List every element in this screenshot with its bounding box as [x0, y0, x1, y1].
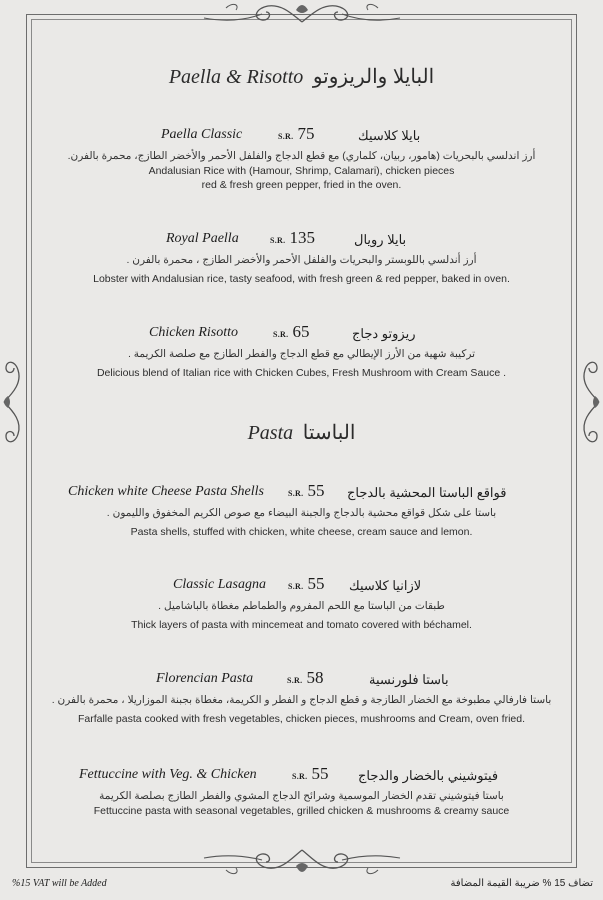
item-name-ar: قواقع الباستا المحشية بالدجاج	[347, 485, 507, 500]
item-name-en: Paella Classic	[161, 127, 243, 142]
currency-label: S.R.	[273, 330, 289, 339]
top-ornament-icon	[196, 0, 408, 26]
item-price	[287, 668, 323, 688]
item-price	[278, 124, 314, 144]
item-desc-ar: باستا فيتوشيني تقدم الخضار الموسمية وشرائح الدجاج المشوي والفطر الطازج بصلصة الكريمة	[99, 790, 504, 802]
item-price	[270, 228, 315, 248]
price-value: 135	[289, 228, 315, 247]
item-desc-en-2: red & fresh green pepper, fried in the oven.	[201, 179, 402, 191]
section-title-ar: البايلا والريزوتو	[312, 66, 435, 88]
item-desc-en: Fettuccine pasta with seasonal vegetables, grilled chicken & mushrooms & creamy sauce	[93, 805, 510, 817]
section-title-ar: الباستا	[302, 422, 356, 444]
bottom-ornament-icon	[196, 846, 408, 880]
item-desc-ar: باستا على شكل قواقع محشية بالدجاج والجبنة البيضاء مع صوص الكريم المخفوق والليمون .	[106, 507, 497, 519]
currency-label: S.R.	[278, 132, 294, 141]
item-desc-en: Thick layers of pasta with mincemeat and tomato covered with béchamel.	[131, 619, 472, 631]
section-title-en: Pasta	[247, 422, 294, 444]
price-value: 75	[297, 124, 315, 143]
item-name-en: Chicken white Cheese Pasta Shells	[68, 484, 264, 499]
item-desc-en: Pasta shells, stuffed with chicken, white cheese, cream sauce and lemon.	[130, 526, 473, 538]
item-name-ar: لازانيا كلاسيك	[349, 578, 422, 593]
price-value: 55	[307, 481, 325, 500]
item-desc-ar: أرز اندلسي بالبحريات (هامور، ربيان، كلماري) مع قطع الدجاج والفلفل الأحمر والأخضر الطازج، محمرة بالفرن.	[67, 150, 536, 162]
menu-item	[0, 228, 603, 286]
item-name-en: Chicken Risotto	[149, 325, 239, 340]
item-desc-en: Andalusian Rice with (Hamour, Shrimp, Calamari), chicken pieces	[148, 165, 455, 177]
item-name-ar: فيتوشيني بالخضار والدجاج	[358, 768, 499, 783]
section-title-pasta	[0, 420, 603, 445]
item-price	[288, 481, 324, 501]
section-title-paella	[0, 64, 603, 89]
item-name-ar: باستا فلورنسية	[369, 672, 449, 687]
item-desc-en: Farfalle pasta cooked with fresh vegetables, chicken pieces, mushrooms and Cream, oven fried.	[77, 713, 526, 725]
item-name-en: Florencian Pasta	[156, 671, 254, 686]
item-desc-ar: باستا فارفالي مطبوخة مع الخضار الطازجة و قطع الدجاج و الفطر و الكريمة، مغطاة بجبنة الموزاريلا ، محمرة بالفرن .	[51, 694, 552, 706]
menu-item	[0, 481, 603, 539]
currency-label: S.R.	[288, 582, 304, 591]
currency-label: S.R.	[287, 676, 303, 685]
item-price	[292, 764, 328, 784]
item-price	[273, 322, 309, 342]
item-name-ar: بايلا كلاسيك	[358, 128, 421, 143]
menu-item	[0, 764, 603, 818]
menu-item	[0, 124, 603, 192]
vat-note-ar: تضاف 15 % ضريبة القيمة المضافة	[450, 878, 593, 889]
item-name-ar: بايلا رويال	[354, 232, 407, 247]
item-name-en: Royal Paella	[166, 231, 239, 246]
price-value: 55	[311, 764, 329, 783]
price-value: 65	[292, 322, 310, 341]
item-name-ar: ريزوتو دجاج	[352, 326, 416, 341]
currency-label: S.R.	[292, 772, 308, 781]
vat-note-en: %15 VAT will be Added	[12, 878, 107, 889]
item-desc-en: Lobster with Andalusian rice, tasty seafood, with fresh green & red pepper, baked in oven.	[93, 273, 510, 285]
item-name-en: Fettuccine with Veg. & Chicken	[79, 767, 257, 782]
menu-item	[0, 574, 603, 632]
menu-item	[0, 322, 603, 380]
item-desc-ar: تركيبة شهية من الأرز الإيطالي مع قطع الدجاج والفطر الطازج مع صلصة الكريمة .	[127, 348, 476, 360]
price-value: 58	[306, 668, 324, 687]
item-desc-ar: أرز أندلسي باللوبستر والبحريات والفلفل الأحمر والأخضر الطازج ، محمرة بالفرن .	[126, 254, 477, 266]
currency-label: S.R.	[270, 236, 286, 245]
section-title-en: Paella & Risotto	[168, 66, 304, 88]
item-desc-ar: طبقات من الباستا مع اللحم المفروم والطماطم مغطاة بالباشاميل .	[158, 600, 445, 612]
item-price	[288, 574, 324, 594]
item-name-en: Classic Lasagna	[173, 577, 266, 592]
menu-item	[0, 668, 603, 726]
currency-label: S.R.	[288, 489, 304, 498]
item-desc-en: Delicious blend of Italian rice with Chicken Cubes, Fresh Mushroom with Cream Sauce .	[96, 367, 507, 379]
price-value: 55	[307, 574, 325, 593]
